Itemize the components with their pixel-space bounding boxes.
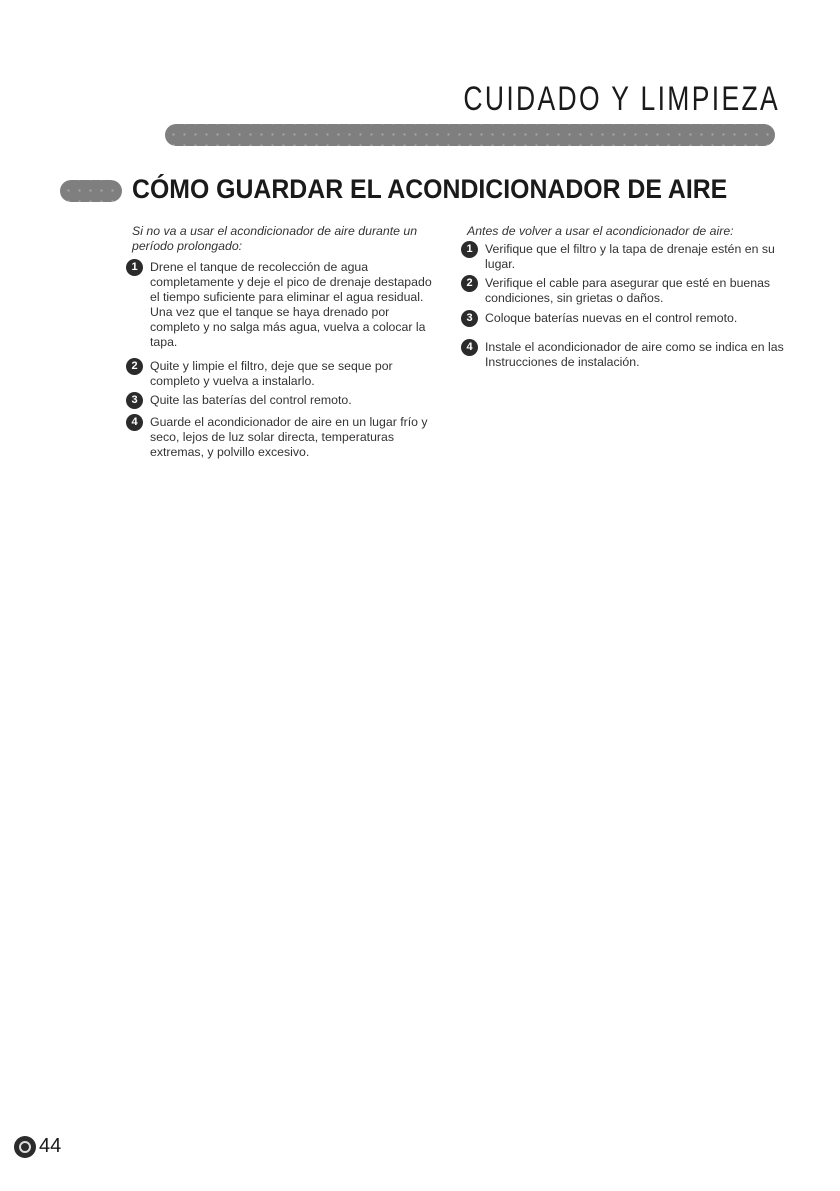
section-title: CÓMO GUARDAR EL ACONDICIONADOR DE AIRE (132, 174, 728, 204)
right-step-3 (467, 311, 787, 326)
step-number-badge: 1 (461, 241, 478, 258)
left-column (132, 224, 432, 470)
step-text: Verifique que el filtro y la tapa de drenaje estén en su lugar. (485, 242, 775, 271)
step-number-badge: 3 (126, 392, 143, 409)
step-number-badge: 2 (461, 275, 478, 292)
page-number: 44 (39, 1135, 62, 1157)
step-number-badge: 2 (126, 358, 143, 375)
step-text: Coloque baterías nuevas en el control remoto. (485, 311, 738, 325)
left-step-3 (132, 393, 432, 408)
right-intro: Antes de volver a usar el acondicionador de aire: (467, 224, 734, 238)
step-text: Drene el tanque de recolección de agua completamente y deje el pico de drenaje destapado el tiempo suficiente para eliminar el agua residual. Una vez que el tanque se haya drenado por completo y no salga más agua, vuelva a colocar la tapa. (150, 260, 432, 349)
left-intro: Si no va a usar el acondicionador de aire durante un período prolongado: (132, 224, 418, 253)
page-header-title: CUIDADO Y LIMPIEZA (463, 80, 780, 118)
header-decorative-bar (165, 124, 775, 146)
section-decorative-pill (60, 180, 122, 202)
left-step-1 (132, 260, 432, 350)
right-step-2 (467, 276, 787, 306)
step-text: Quite las baterías del control remoto. (150, 393, 352, 407)
step-number-badge: 3 (461, 310, 478, 327)
page-footer (14, 1135, 61, 1158)
lg-logo-icon (14, 1136, 36, 1158)
step-text: Quite y limpie el filtro, deje que se seque por completo y vuelva a instalarlo. (150, 359, 393, 388)
step-number-badge: 1 (126, 259, 143, 276)
step-number-badge: 4 (126, 414, 143, 431)
left-step-2 (132, 359, 432, 389)
right-step-4 (467, 340, 787, 370)
right-column (467, 224, 787, 380)
step-text: Verifique el cable para asegurar que esté en buenas condiciones, sin grietas o daños. (485, 276, 771, 305)
left-step-4 (132, 415, 432, 460)
step-text: Instale el acondicionador de aire como se indica en las Instrucciones de instalación. (485, 340, 784, 369)
step-number-badge: 4 (461, 339, 478, 356)
step-text: Guarde el acondicionador de aire en un lugar frío y seco, lejos de luz solar directa, temperaturas extremas, y polvillo excesivo. (150, 415, 428, 459)
right-step-1 (467, 242, 787, 272)
